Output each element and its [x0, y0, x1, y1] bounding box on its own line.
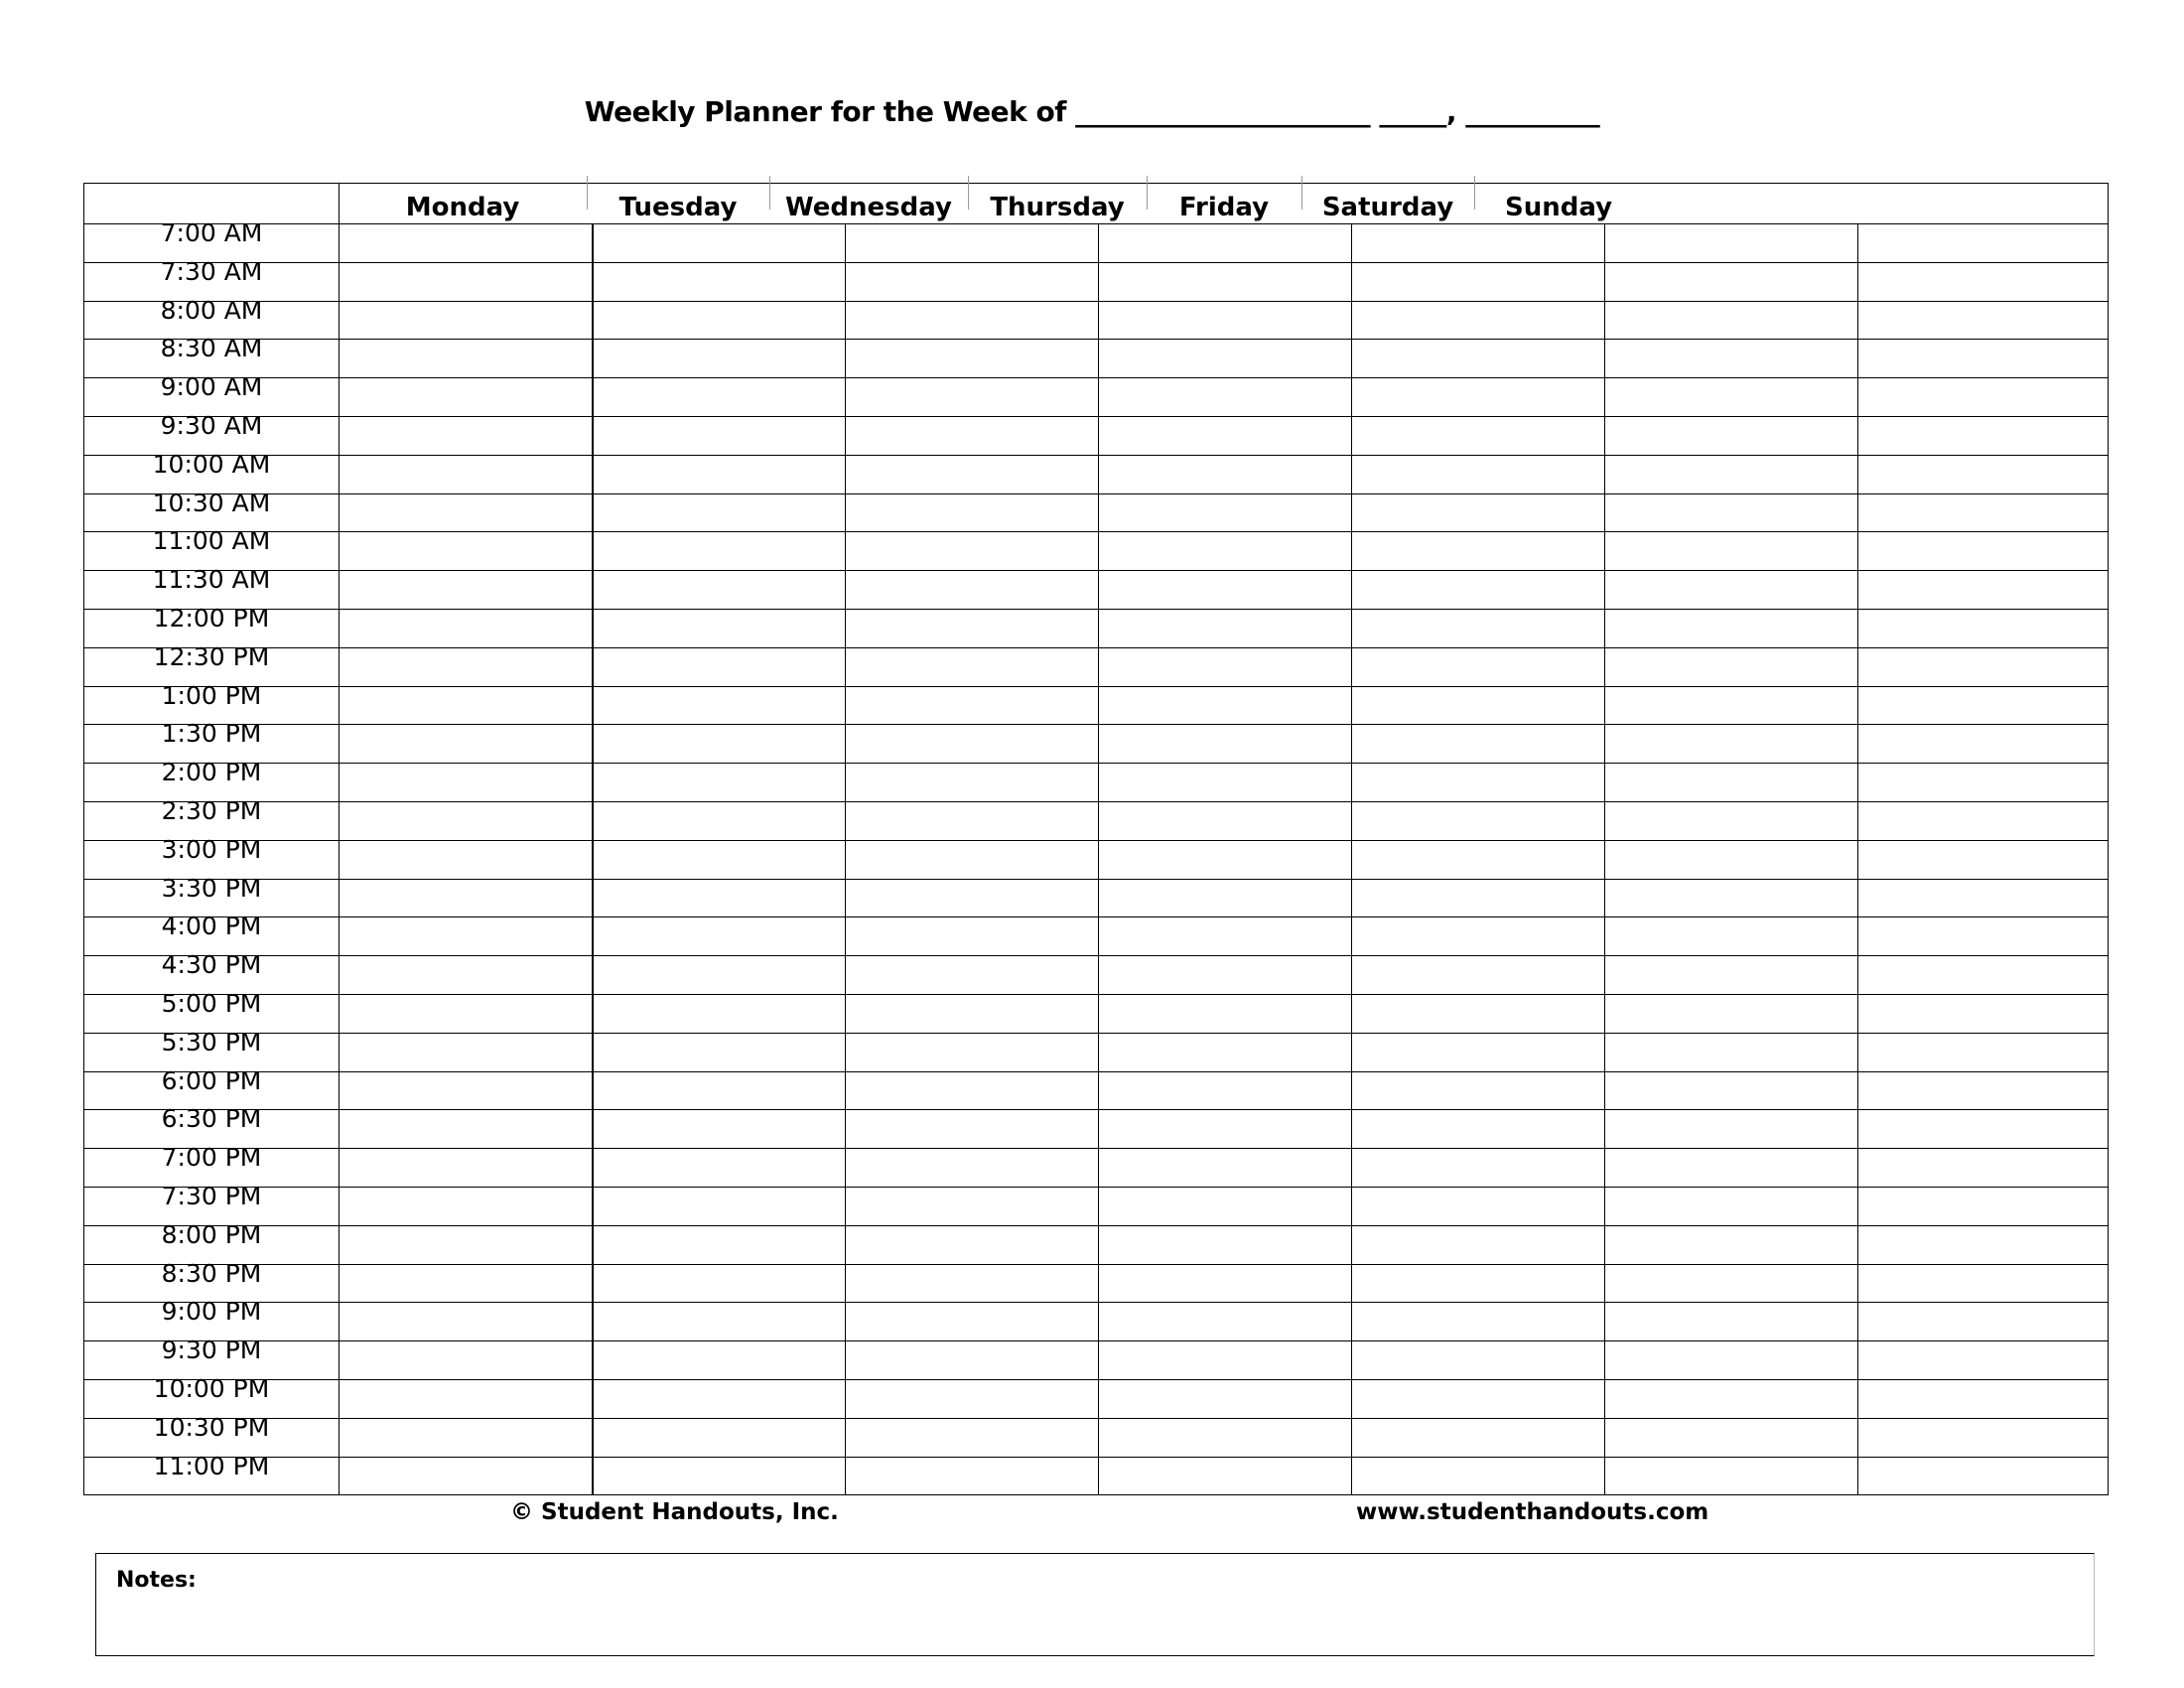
planner-cell[interactable]: [1099, 532, 1350, 569]
planner-cell[interactable]: [1605, 687, 1856, 724]
planner-cell[interactable]: [1099, 1265, 1350, 1302]
planner-cell[interactable]: [593, 1419, 844, 1456]
planner-cell[interactable]: [593, 494, 844, 531]
planner-cell[interactable]: [593, 917, 844, 954]
planner-cell[interactable]: [593, 880, 844, 916]
planner-cell[interactable]: [1099, 1034, 1350, 1070]
planner-cell[interactable]: [1858, 532, 2109, 569]
time-slot-label: 6:00 PM: [161, 1065, 262, 1095]
planner-cell[interactable]: [1858, 1265, 2109, 1302]
planner-cell[interactable]: [1605, 532, 1856, 569]
day-header-saturday: Saturday: [1321, 193, 1454, 222]
planner-cell[interactable]: [1099, 1341, 1350, 1378]
planner-cell[interactable]: [846, 725, 1097, 762]
planner-cell[interactable]: [1605, 1188, 1856, 1224]
planner-cell[interactable]: [340, 1110, 591, 1147]
planner-cell[interactable]: [1605, 571, 1856, 608]
planner-cell[interactable]: [593, 340, 844, 376]
planner-cell[interactable]: [846, 1380, 1097, 1417]
planner-cell[interactable]: [593, 1458, 844, 1494]
planner-cell[interactable]: [846, 494, 1097, 531]
planner-cell[interactable]: [593, 1110, 844, 1147]
planner-cell[interactable]: [340, 1188, 591, 1224]
time-slot-label: 1:30 PM: [161, 719, 262, 749]
time-slot-label: 10:30 PM: [153, 1412, 270, 1442]
planner-cell[interactable]: [1605, 880, 1856, 916]
planner-cell[interactable]: [340, 841, 591, 878]
planner-cell[interactable]: [1099, 764, 1350, 800]
planner-cell[interactable]: [593, 725, 844, 762]
planner-cell[interactable]: [340, 1458, 591, 1494]
planner-cell[interactable]: [846, 571, 1097, 608]
planner-cell[interactable]: [1858, 995, 2109, 1032]
planner-cell[interactable]: [846, 687, 1097, 724]
planner-cell[interactable]: [1099, 494, 1350, 531]
planner-cell[interactable]: [1352, 263, 1603, 300]
planner-cell[interactable]: [1858, 880, 2109, 916]
planner-cell[interactable]: [593, 1034, 844, 1070]
planner-cell[interactable]: [846, 1303, 1097, 1339]
time-slot-label: 8:00 AM: [160, 295, 263, 325]
planner-cell[interactable]: [593, 263, 844, 300]
planner-cell[interactable]: [340, 302, 591, 339]
planner-cell[interactable]: [1858, 302, 2109, 339]
planner-cell[interactable]: [1099, 340, 1350, 376]
planner-cell[interactable]: [340, 725, 591, 762]
planner-cell[interactable]: [1605, 1458, 1856, 1494]
planner-cell[interactable]: [846, 224, 1097, 261]
planner-cell[interactable]: [1352, 917, 1603, 954]
planner-cell[interactable]: [1858, 802, 2109, 839]
time-slot-label: 10:30 AM: [152, 488, 271, 517]
planner-cell[interactable]: [340, 1034, 591, 1070]
planner-cell[interactable]: [593, 1341, 844, 1378]
planner-cell[interactable]: [1858, 1341, 2109, 1378]
planner-cell[interactable]: [593, 1265, 844, 1302]
planner-cell[interactable]: [846, 263, 1097, 300]
time-slot-label: 7:00 PM: [161, 1143, 262, 1173]
planner-cell[interactable]: [1858, 1419, 2109, 1456]
planner-cell[interactable]: [1605, 1149, 1856, 1186]
planner-cell[interactable]: [593, 1149, 844, 1186]
planner-cell[interactable]: [340, 1072, 591, 1109]
time-slot-label: 5:00 PM: [161, 989, 262, 1018]
planner-cell[interactable]: [1099, 917, 1350, 954]
planner-cell[interactable]: [846, 764, 1097, 800]
day-header-friday: Friday: [1178, 193, 1270, 222]
planner-cell[interactable]: [1605, 263, 1856, 300]
planner-cell[interactable]: [1099, 725, 1350, 762]
planner-cell[interactable]: [340, 1149, 591, 1186]
planner-cell[interactable]: [846, 340, 1097, 376]
planner-cell[interactable]: [1099, 802, 1350, 839]
planner-cell[interactable]: [1605, 417, 1856, 454]
time-slot-label: 2:30 PM: [161, 796, 262, 825]
planner-cell[interactable]: [593, 802, 844, 839]
planner-cell[interactable]: [593, 378, 844, 415]
planner-cell[interactable]: [1352, 880, 1603, 916]
planner-cell[interactable]: [1099, 1149, 1350, 1186]
planner-cell[interactable]: [1352, 340, 1603, 376]
planner-cell[interactable]: [593, 1303, 844, 1339]
planner-cell[interactable]: [1099, 995, 1350, 1032]
day-header-tuesday: Tuesday: [618, 193, 738, 222]
planner-cell[interactable]: [1352, 302, 1603, 339]
planner-cell[interactable]: [846, 1341, 1097, 1378]
planner-cell[interactable]: [1858, 1458, 2109, 1494]
planner-cell[interactable]: [846, 1458, 1097, 1494]
planner-cell[interactable]: [1605, 456, 1856, 492]
planner-cell[interactable]: [340, 1380, 591, 1417]
planner-cell[interactable]: [1858, 648, 2109, 685]
planner-cell[interactable]: [1858, 224, 2109, 261]
planner-cell[interactable]: [593, 956, 844, 993]
planner-cell[interactable]: [1099, 1072, 1350, 1109]
planner-cell[interactable]: [593, 764, 844, 800]
planner-cell[interactable]: [1352, 417, 1603, 454]
planner-cell[interactable]: [1605, 648, 1856, 685]
planner-cell[interactable]: [1352, 725, 1603, 762]
planner-cell[interactable]: [1858, 1380, 2109, 1417]
planner-cell[interactable]: [1605, 1380, 1856, 1417]
planner-cell[interactable]: [593, 571, 844, 608]
planner-cell[interactable]: [1352, 1380, 1603, 1417]
planner-cell[interactable]: [340, 956, 591, 993]
planner-cell[interactable]: [846, 880, 1097, 916]
planner-cell[interactable]: [1605, 1419, 1856, 1456]
planner-cell[interactable]: [340, 1265, 591, 1302]
planner-cell[interactable]: [340, 571, 591, 608]
time-slot-label: 2:00 PM: [161, 758, 262, 787]
planner-cell[interactable]: [1858, 956, 2109, 993]
planner-cell[interactable]: [846, 648, 1097, 685]
planner-cell[interactable]: [1099, 841, 1350, 878]
planner-cell[interactable]: [1858, 263, 2109, 300]
planner-cell[interactable]: [1605, 1226, 1856, 1263]
planner-cell[interactable]: [1605, 1034, 1856, 1070]
planner-cell[interactable]: [1605, 340, 1856, 376]
planner-cell[interactable]: [1099, 1110, 1350, 1147]
copyright-text: © Student Handouts, Inc.: [510, 1499, 839, 1525]
planner-cell[interactable]: [1858, 1303, 2109, 1339]
planner-cell[interactable]: [846, 532, 1097, 569]
planner-cell[interactable]: [1099, 610, 1350, 646]
planner-cell[interactable]: [1605, 1303, 1856, 1339]
planner-cell[interactable]: [1352, 1226, 1603, 1263]
planner-cell[interactable]: [1605, 802, 1856, 839]
planner-cell[interactable]: [593, 224, 844, 261]
planner-cell[interactable]: [1352, 1303, 1603, 1339]
planner-cell[interactable]: [846, 456, 1097, 492]
planner-cell[interactable]: [1352, 802, 1603, 839]
time-slot-label: 1:00 PM: [161, 680, 262, 710]
planner-cell[interactable]: [593, 417, 844, 454]
time-slot-label: 8:00 PM: [161, 1219, 262, 1249]
planner-cell[interactable]: [1352, 1034, 1603, 1070]
planner-cell[interactable]: [1352, 1149, 1603, 1186]
planner-cell[interactable]: [846, 1072, 1097, 1109]
planner-cell[interactable]: [340, 494, 591, 531]
planner-cell[interactable]: [846, 956, 1097, 993]
planner-cell[interactable]: [1605, 841, 1856, 878]
planner-cell[interactable]: [1858, 378, 2109, 415]
time-slot-label: 11:30 AM: [152, 565, 271, 595]
planner-cell[interactable]: [1605, 956, 1856, 993]
planner-cell[interactable]: [1858, 687, 2109, 724]
time-slot-label: 7:30 PM: [161, 1182, 262, 1210]
planner-cell[interactable]: [846, 1419, 1097, 1456]
planner-cell[interactable]: [340, 687, 591, 724]
time-slot-label: 5:30 PM: [161, 1027, 262, 1056]
planner-cell[interactable]: [593, 687, 844, 724]
time-slot-label: 9:00 PM: [161, 1297, 262, 1327]
planner-cell[interactable]: [1605, 224, 1856, 261]
planner-cell[interactable]: [593, 532, 844, 569]
time-slot-label: 12:00 PM: [153, 604, 270, 633]
planner-cell[interactable]: [1099, 880, 1350, 916]
planner-cell[interactable]: [340, 378, 591, 415]
planner-cell[interactable]: [1858, 1149, 2109, 1186]
planner-cell[interactable]: [593, 456, 844, 492]
planner-cell[interactable]: [1605, 725, 1856, 762]
planner-cell[interactable]: [1858, 571, 2109, 608]
planner-cell[interactable]: [1858, 417, 2109, 454]
planner-cell[interactable]: [846, 995, 1097, 1032]
day-header-monday: Monday: [405, 193, 520, 222]
planner-cell[interactable]: [340, 417, 591, 454]
planner-cell[interactable]: [1099, 1419, 1350, 1456]
planner-cell[interactable]: [593, 1226, 844, 1263]
planner-cell[interactable]: [1352, 764, 1603, 800]
planner-cell[interactable]: [1099, 378, 1350, 415]
time-slot-label: 3:00 PM: [161, 834, 262, 864]
planner-cell[interactable]: [846, 917, 1097, 954]
planner-cell[interactable]: [340, 880, 591, 916]
planner-cell[interactable]: [1605, 764, 1856, 800]
time-slot-label: 9:00 AM: [160, 372, 263, 402]
time-slot-label: 8:30 AM: [160, 334, 263, 363]
planner-cell[interactable]: [1858, 1226, 2109, 1263]
planner-cell[interactable]: [1099, 1226, 1350, 1263]
planner-cell[interactable]: [1099, 956, 1350, 993]
planner-cell[interactable]: [340, 340, 591, 376]
planner-cell[interactable]: [1352, 571, 1603, 608]
planner-cell[interactable]: [1099, 456, 1350, 492]
planner-cell[interactable]: [340, 532, 591, 569]
time-slot-label: 8:30 PM: [161, 1258, 262, 1288]
planner-cell[interactable]: [846, 378, 1097, 415]
planner-cell[interactable]: [1352, 494, 1603, 531]
planner-cell[interactable]: [1352, 1458, 1603, 1494]
planner-cell[interactable]: [1605, 302, 1856, 339]
planner-cell[interactable]: [340, 802, 591, 839]
time-slot-label: 6:30 PM: [161, 1104, 262, 1134]
planner-cell[interactable]: [593, 995, 844, 1032]
planner-cell[interactable]: [846, 802, 1097, 839]
planner-cell[interactable]: [1605, 378, 1856, 415]
planner-cell[interactable]: [1352, 224, 1603, 261]
time-slot-label: 11:00 PM: [153, 1451, 270, 1480]
planner-cell[interactable]: [846, 1034, 1097, 1070]
planner-grid: [83, 183, 2109, 1495]
planner-cell[interactable]: [1858, 1034, 2109, 1070]
planner-cell[interactable]: [1352, 648, 1603, 685]
planner-cell[interactable]: [1099, 1188, 1350, 1224]
planner-cell[interactable]: [593, 1188, 844, 1224]
planner-cell[interactable]: [846, 1265, 1097, 1302]
planner-cell[interactable]: [1099, 648, 1350, 685]
planner-cell[interactable]: [1352, 1419, 1603, 1456]
time-slot-label: 4:00 PM: [161, 912, 262, 941]
planner-cell[interactable]: [1352, 378, 1603, 415]
planner-cell[interactable]: [1352, 1110, 1603, 1147]
planner-cell[interactable]: [1858, 1188, 2109, 1224]
planner-cell[interactable]: [1858, 494, 2109, 531]
website-link: www.studenthandouts.com: [1356, 1499, 1709, 1525]
planner-cell[interactable]: [846, 417, 1097, 454]
planner-cell[interactable]: [340, 995, 591, 1032]
planner-cell[interactable]: [340, 1303, 591, 1339]
planner-cell[interactable]: [1605, 1341, 1856, 1378]
planner-cell[interactable]: [1352, 532, 1603, 569]
planner-cell[interactable]: [593, 302, 844, 339]
planner-cell[interactable]: [593, 1380, 844, 1417]
planner-cell[interactable]: [1858, 1072, 2109, 1109]
time-slot-label: 7:30 AM: [160, 256, 263, 286]
planner-cell[interactable]: [340, 1226, 591, 1263]
time-slot-label: 7:00 AM: [160, 218, 263, 247]
planner-cell[interactable]: [1858, 917, 2109, 954]
planner-cell[interactable]: [1099, 224, 1350, 261]
planner-cell[interactable]: [1858, 764, 2109, 800]
notes-label: Notes:: [116, 1568, 197, 1593]
planner-cell[interactable]: [340, 224, 591, 261]
planner-cell[interactable]: [340, 1341, 591, 1378]
planner-cell[interactable]: [1352, 995, 1603, 1032]
planner-cell[interactable]: [1352, 841, 1603, 878]
page-title: Weekly Planner for the Week of ______________________ _____, __________: [584, 95, 1600, 128]
planner-cell[interactable]: [1352, 456, 1603, 492]
planner-cell[interactable]: [1352, 610, 1603, 646]
day-header-wednesday: Wednesday: [785, 193, 952, 222]
planner-cell[interactable]: [340, 917, 591, 954]
planner-cell[interactable]: [1858, 340, 2109, 376]
planner-cell[interactable]: [846, 1110, 1097, 1147]
planner-cell[interactable]: [846, 610, 1097, 646]
planner-cell[interactable]: [340, 648, 591, 685]
planner-cell[interactable]: [593, 610, 844, 646]
planner-cell[interactable]: [340, 1419, 591, 1456]
time-slot-label: 10:00 PM: [153, 1374, 270, 1403]
planner-cell[interactable]: [340, 263, 591, 300]
planner-cell[interactable]: [1099, 1303, 1350, 1339]
planner-cell[interactable]: [1605, 610, 1856, 646]
planner-cell[interactable]: [1858, 610, 2109, 646]
planner-cell[interactable]: [846, 1188, 1097, 1224]
planner-cell[interactable]: [1605, 1072, 1856, 1109]
planner-cell[interactable]: [1099, 571, 1350, 608]
planner-cell[interactable]: [846, 1226, 1097, 1263]
time-slot-label: 10:00 AM: [152, 449, 271, 479]
notes-box[interactable]: [95, 1553, 2095, 1656]
time-slot-label: 12:30 PM: [153, 641, 270, 671]
time-slot-label: 9:30 AM: [160, 411, 263, 440]
planner-cell[interactable]: [593, 1072, 844, 1109]
day-header-sunday: Sunday: [1504, 193, 1613, 222]
planner-cell[interactable]: [1605, 917, 1856, 954]
time-slot-label: 4:30 PM: [161, 950, 262, 980]
planner-cell[interactable]: [1352, 956, 1603, 993]
planner-cell[interactable]: [1099, 302, 1350, 339]
planner-cell[interactable]: [593, 841, 844, 878]
planner-cell[interactable]: [1858, 841, 2109, 878]
planner-cell[interactable]: [1099, 263, 1350, 300]
planner-cell[interactable]: [1352, 687, 1603, 724]
planner-cell[interactable]: [340, 456, 591, 492]
planner-cell[interactable]: [1099, 687, 1350, 724]
day-header-thursday: Thursday: [990, 193, 1125, 222]
planner-cell[interactable]: [846, 841, 1097, 878]
planner-cell[interactable]: [1352, 1341, 1603, 1378]
planner-cell[interactable]: [1099, 1458, 1350, 1494]
planner-cell[interactable]: [1605, 995, 1856, 1032]
planner-cell[interactable]: [1858, 456, 2109, 492]
planner-cell[interactable]: [1099, 1380, 1350, 1417]
planner-cell[interactable]: [340, 764, 591, 800]
planner-cell[interactable]: [1858, 725, 2109, 762]
time-slot-label: 3:30 PM: [161, 873, 262, 903]
time-slot-label: 11:00 AM: [152, 526, 271, 556]
planner-cell[interactable]: [1352, 1188, 1603, 1224]
planner-cell[interactable]: [1605, 1110, 1856, 1147]
planner-cell[interactable]: [846, 302, 1097, 339]
planner-cell[interactable]: [1605, 1265, 1856, 1302]
planner-cell[interactable]: [1352, 1265, 1603, 1302]
planner-cell[interactable]: [846, 1149, 1097, 1186]
planner-cell[interactable]: [340, 610, 591, 646]
planner-cell[interactable]: [1858, 1110, 2109, 1147]
planner-cell[interactable]: [1605, 494, 1856, 531]
planner-cell[interactable]: [593, 648, 844, 685]
planner-cell[interactable]: [1352, 1072, 1603, 1109]
planner-cell[interactable]: [1099, 417, 1350, 454]
time-slot-label: 9:30 PM: [161, 1336, 262, 1365]
